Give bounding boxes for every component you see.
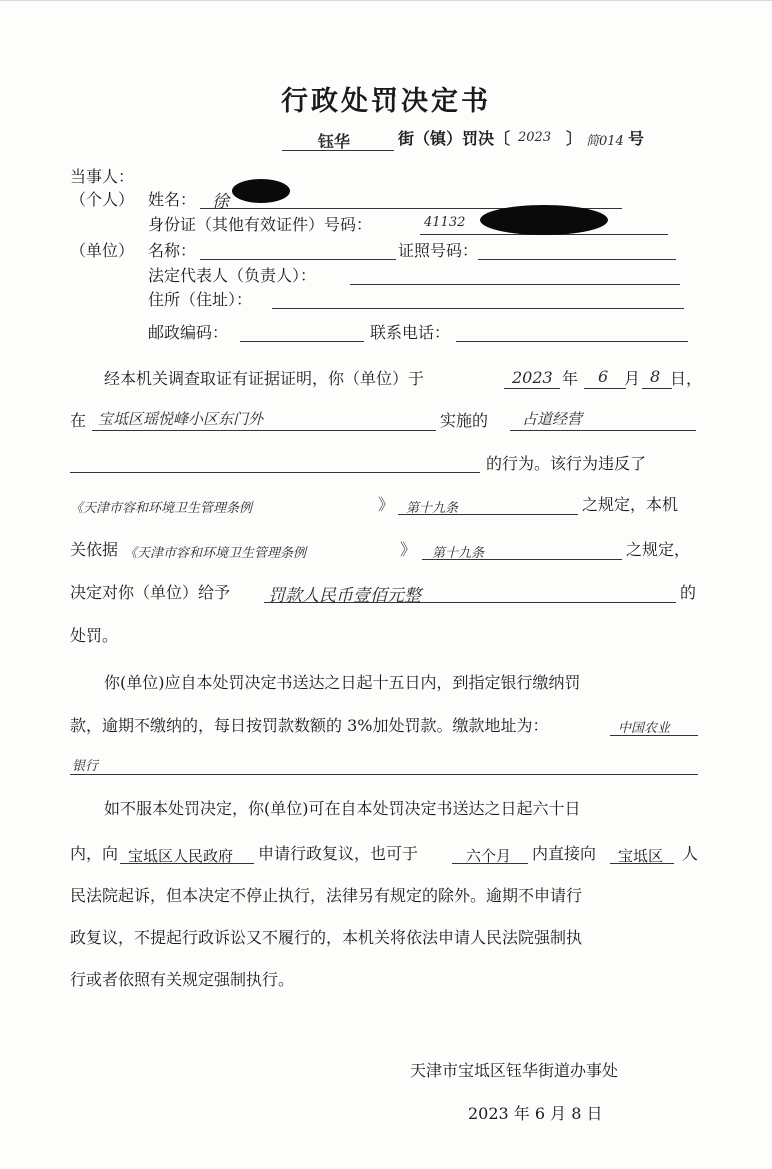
- individual-tag: （个人）: [70, 190, 135, 209]
- p2-line-1: 你(单位)应自本处罚决定书送达之日起十五日内，到指定银行缴纳罚: [104, 673, 581, 692]
- phone-label: 联系电话：: [370, 323, 451, 342]
- name-value: 徐: [212, 192, 229, 212]
- law-name-2: 《天津市容和环境卫生管理条例: [124, 546, 307, 561]
- month-unit: 月: [624, 369, 641, 388]
- year-unit: 年: [562, 369, 579, 388]
- p2-line-2: 款，逾期不缴纳的，每日按罚款数额的 3%加处罚款。缴款地址为：: [70, 716, 549, 735]
- law-close-1: 》: [378, 495, 395, 514]
- month-underline: [584, 388, 626, 389]
- p3-line-5: 行或者依照有关规定强制执行。: [70, 970, 295, 989]
- docnum-label-2: 〕: [566, 129, 583, 148]
- article-1: 第十九条: [406, 501, 459, 516]
- p3-line-2a: 内，向: [70, 844, 119, 863]
- phone-underline: [456, 341, 688, 342]
- issue-date: 2023 年 6 月 8 日: [468, 1104, 603, 1123]
- court-district: 宝坻区: [618, 847, 664, 865]
- p3-line-2c: 内直接向: [532, 844, 597, 863]
- license-label: 证照号码：: [398, 241, 479, 260]
- location-underline: [92, 430, 436, 431]
- article-2: 第十九条: [432, 546, 485, 561]
- incident-day: 8: [650, 367, 661, 386]
- law-close-2: 》: [400, 540, 417, 559]
- name-redaction: [232, 179, 290, 203]
- p1-intro: 经本机关调查取证有证据证明，你（单位）于: [104, 369, 425, 388]
- id-label: 身份证（其他有效证件）号码：: [148, 215, 373, 234]
- p1-decide: 决定对你（单位）给予: [70, 583, 231, 602]
- rule-end-2: 之规定，: [626, 540, 691, 559]
- bank-name-1: 中国农业: [618, 721, 671, 736]
- year-underline: [504, 388, 560, 389]
- postal-label: 邮政编码：: [148, 323, 229, 342]
- unit-name-label: 名称：: [148, 241, 197, 260]
- postal-underline: [240, 341, 364, 342]
- p1-end: 处罚。: [70, 626, 119, 645]
- violation-act: 占道经营: [522, 410, 583, 428]
- id-value: 41132: [424, 215, 466, 230]
- p3-line-3: 民法院起诉，但本决定不停止执行，法律另有规定的除外。逾期不申请行: [70, 886, 583, 905]
- docnum-year: 2023: [518, 130, 552, 145]
- p1-impl: 实施的: [440, 411, 489, 430]
- act-underline: [510, 430, 696, 431]
- unit-name-underline: [200, 259, 396, 260]
- address-label: 住所（住址）：: [148, 290, 253, 309]
- bank-name-2: 银行: [72, 759, 99, 774]
- license-underline: [478, 259, 676, 260]
- law-name-1: 《天津市容和环境卫生管理条例: [70, 501, 253, 516]
- docnum-label-3: 号: [628, 129, 645, 148]
- document-title: 行政处罚决定书: [281, 86, 491, 117]
- incident-month: 6: [598, 367, 609, 386]
- blank-line-1: [70, 472, 480, 473]
- id-redaction: [480, 205, 608, 235]
- party-header: 当事人：: [70, 167, 135, 186]
- penalty-value: 罚款人民币壹佰元整: [268, 586, 421, 606]
- p1-in: 在: [70, 411, 87, 430]
- day-underline: [642, 388, 672, 389]
- p1-basis: 关依据: [70, 540, 119, 559]
- rule-end-1: 之规定，本机: [582, 495, 679, 514]
- docnum-label-1: 街（镇）罚决〔: [398, 129, 511, 148]
- legal-rep-underline: [350, 284, 680, 285]
- review-authority: 宝坻区人民政府: [128, 847, 234, 865]
- incident-location: 宝坻区瑶悦峰小区东门外: [98, 410, 264, 428]
- issuing-organization: 天津市宝坻区钰华街道办事处: [410, 1061, 619, 1080]
- p1-act-end: 的行为。该行为违反了: [486, 454, 647, 473]
- p1-of: 的: [680, 583, 697, 602]
- address-underline: [272, 308, 684, 309]
- unit-tag: （单位）: [70, 241, 135, 260]
- day-unit: 日，: [670, 369, 703, 388]
- p3-line-1: 如不服本处罚决定，你(单位)可在自本处罚决定书送达之日起六十日: [104, 799, 581, 818]
- p3-line-2b: 申请行政复议，也可于: [258, 844, 419, 863]
- docnum-number: 简014: [586, 134, 624, 149]
- street-value: 钰华: [318, 132, 351, 151]
- bank-underline-2: [70, 774, 698, 775]
- incident-year: 2023: [512, 368, 553, 387]
- name-label: 姓名：: [148, 190, 197, 209]
- appeal-period: 六个月: [466, 847, 512, 865]
- p3-line-4: 政复议，不提起行政诉讼又不履行的，本机关将依法申请人民法院强制执: [70, 928, 583, 947]
- legal-rep-label: 法定代表人（负责人）：: [148, 266, 317, 285]
- p3-line-2d: 人: [682, 844, 699, 863]
